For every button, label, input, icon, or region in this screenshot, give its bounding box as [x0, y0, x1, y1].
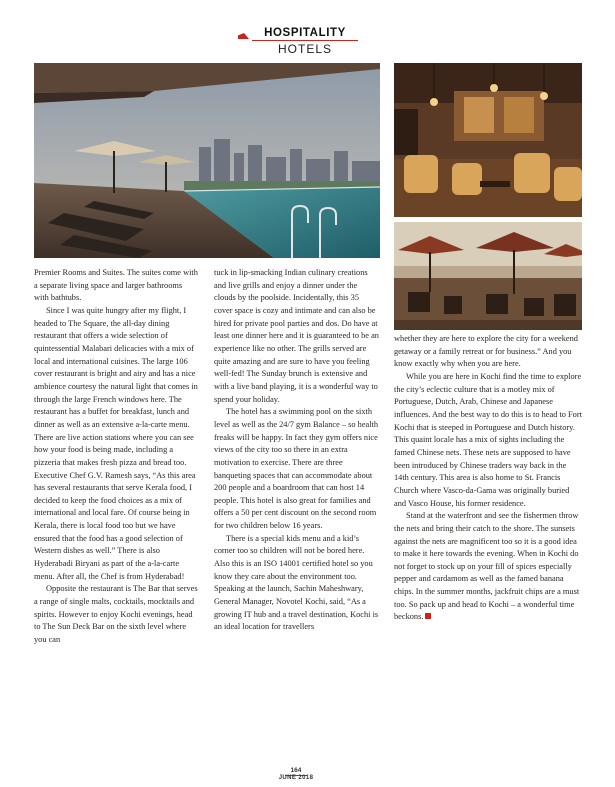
end-of-article-mark [425, 613, 431, 619]
section-title: HOSPITALITY [264, 27, 346, 39]
article-paragraph-last [394, 510, 582, 624]
article-paragraph: Since I was quite hungry after my flight, I headed to The Square, the all-day dining restaurant that offers a wide selection of quintessential Malabari delicacies with a mix of local and international cuisines. The large 106 cover restaurant is bright and airy and has a nice ambience courtesy the natural light that comes in through the large French windows here. The restaurant has a buffet for breakfast, lunch and dinner as well as an extensive a-la-carte menu. There are live action stations where you can see how your food is being made, including a pizzeria that makes fresh pizza and bread too. Executive Chef G.V. Ramesh says, “As this area has several restaurants that serve Kerala food, I decided to keep the food choices as a mix of international and local fare. Of course being in Kerala, there is local food too but we have ensured that the food has a good selection of Western dishes as well.” There is also Hyderabadi Biryani as part of the a-la-carte menu. After all, the Chef is from Hyderabad! [34, 305, 198, 581]
article-column-2 [214, 267, 379, 634]
article-paragraph: There is a special kids menu and a kid’s corner too so children will not be bored here. Also this is an ISO 14001 certified hotel so you know they care about the environment too. Speaking at the launch, Sachin Maheshwary, General Manager, Novotel Kochi, said, “As a growing IT hub and a travel destination, Kochi is an ideal location for travellers [214, 533, 379, 632]
article-column-3 [394, 333, 582, 624]
article-paragraph-text: Stand at the waterfront and see the fishermen throw the nets and bring their catch to the shore. The sunsets against the nets are magnificent too so it is a good idea to make it here towards the evening. When in Kochi do not forget to stock up on your fill of spices especially pepper and cardamom as well as the famed banana chips. In the summer months, jackfruit chips are a must too. So pack up and head to Kochi – a wonderful time beckons. [394, 511, 580, 622]
section-subtitle: HOTELS [277, 42, 332, 56]
lounge-photo-image [394, 63, 582, 217]
article-paragraph: While you are here in Kochi find the time to explore the city’s eclectic culture that is a motley mix of Portuguese, Dutch, Arab, Chinese and Japanese influences. And the best way to do this is to head to Fort Kochi that is steeped in Portuguese and Dutch history. This quaint locale has a mix of sights including the famed Chinese nets. These nets are supposed to have been introduced by Chinese traders way back in the 14th century. This area is also home to St. Francis Church where Vasco-da-Gama was originally buried and Vasco House, his former residence. [394, 371, 582, 508]
page-number: 164 [290, 767, 302, 774]
header-rule [252, 40, 358, 41]
article-paragraph: Opposite the restaurant is The Bar that serves a range of single malts, cocktails, mocktails and spirits. However to enjoy Kochi evenings, head to The Sun Deck Bar on the sixth level where you can [34, 584, 198, 645]
article-paragraph: tuck in lip-smacking Indian culinary creations and live grills and enjoy a dinner under the clouds by the poolside. Incidentally, this 35 cover space is cozy and intimate and can also be hired for private pool parties and dos. Do have at least one dinner here and it is guaranteed to be an experience like no other. The grills served are quite amazing and are sure to have you feeling well-fed! The Sunday brunch is extensive and with a live band playing, it is a wonderful way to spend your holiday. [214, 268, 379, 404]
article-paragraph: The hotel has a swimming pool on the sixth level as well as the 24/7 gym Balance – so health freaks will be happy. In fact they gym offers nice views of the city too so there in an extra motivation to exercise. There are three banqueting spaces that can accommodate about 200 people and a boardroom that can host 14 people. This hotel is also great for families and offers a 50 per cent discount on the second room for two children below 16 years. [214, 407, 379, 531]
lounge-photo [394, 63, 582, 217]
terrace-photo-image [394, 222, 582, 330]
terrace-photo [394, 222, 582, 330]
article-paragraph: whether they are here to explore the city for a weekend getaway or a family retreat or for business.” And you know exactly why when you are here. [394, 334, 578, 369]
article-column-1 [34, 267, 199, 647]
article-paragraph: Premier Rooms and Suites. The suites come with a separate living space and larger bathrooms with bathtubs. [34, 268, 198, 303]
issue-date: JUNE 2018 [278, 775, 314, 781]
pool-photo [34, 63, 380, 258]
pool-photo-image [34, 63, 380, 258]
